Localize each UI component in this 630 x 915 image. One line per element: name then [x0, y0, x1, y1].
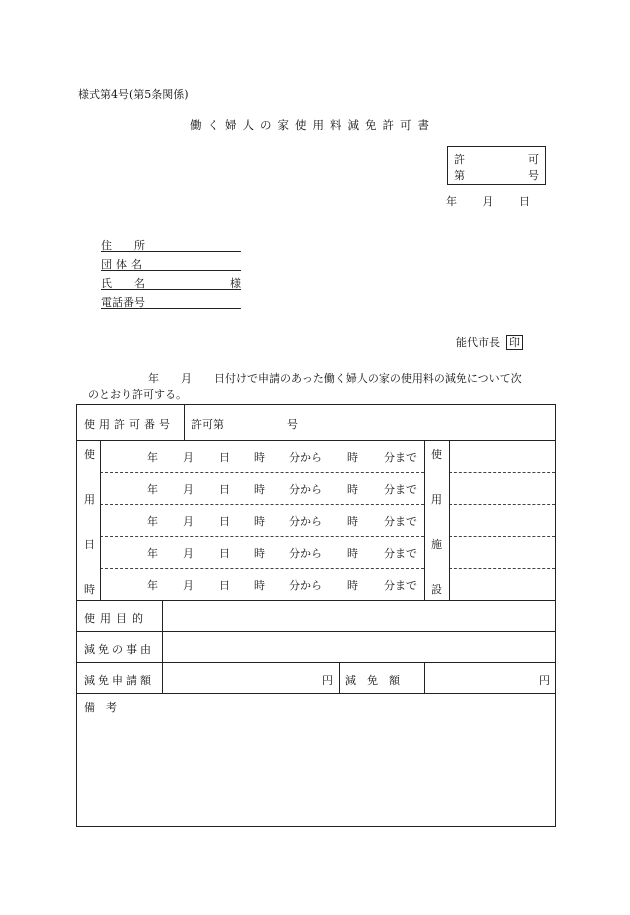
- seal-mark: 印: [506, 335, 523, 350]
- use-date-label-4: 時: [84, 583, 95, 596]
- issuer: [456, 334, 523, 350]
- time-to: 分まで: [384, 579, 417, 592]
- facility-label-2: 用: [431, 493, 442, 506]
- date-year: 年: [446, 195, 457, 208]
- address-label-2: 所: [134, 239, 145, 252]
- permit-box-label-1: 許: [454, 153, 465, 166]
- use-date-label-1: 使: [84, 448, 95, 461]
- name-field: [101, 275, 241, 290]
- permit-number-prefix: 許可第: [191, 418, 224, 431]
- time-from: 分から: [289, 515, 322, 528]
- time-from: 分から: [289, 483, 322, 496]
- time-hour: 時: [254, 547, 265, 560]
- reduction-amount-label: 減 免 額: [345, 674, 400, 687]
- requested-amount-label: 減免申請額: [84, 674, 154, 687]
- issuer-title: 能代市長: [456, 336, 500, 349]
- requested-amount-yen: 円: [322, 674, 333, 687]
- time-hour: 時: [254, 515, 265, 528]
- time-hour: 時: [254, 579, 265, 592]
- permit-box-label-2: 可: [528, 153, 539, 166]
- reason-label: 減免の事由: [84, 643, 154, 656]
- use-date-label-3: 日: [84, 538, 95, 551]
- time-to: 分まで: [384, 547, 417, 560]
- honorific: 様: [230, 277, 241, 290]
- time-year: 年: [147, 547, 158, 560]
- document-title: 働く婦人の家使用料減免許可書: [190, 118, 435, 132]
- body-line-2: のとおり許可する。: [88, 388, 187, 401]
- facility-label-1: 使: [431, 448, 442, 461]
- time-hour2: 時: [347, 547, 358, 560]
- address-label-1: 住: [101, 239, 112, 252]
- permit-table: [76, 404, 556, 827]
- time-day: 日: [219, 515, 230, 528]
- remarks-label: 備 考: [84, 701, 117, 714]
- phone-label: 電話番号: [101, 296, 145, 309]
- permit-number-suffix: 号: [287, 418, 298, 431]
- time-day: 日: [219, 547, 230, 560]
- time-month: 月: [183, 451, 194, 464]
- name-label-1: 氏: [101, 277, 112, 290]
- group-field: [101, 256, 241, 271]
- time-month: 月: [183, 515, 194, 528]
- time-day: 日: [219, 451, 230, 464]
- time-hour2: 時: [347, 579, 358, 592]
- time-to: 分まで: [384, 515, 417, 528]
- time-year: 年: [147, 579, 158, 592]
- permit-number-box: [447, 146, 546, 185]
- time-from: 分から: [289, 579, 322, 592]
- time-hour: 時: [254, 483, 265, 496]
- phone-field: [101, 294, 241, 309]
- time-hour2: 時: [347, 451, 358, 464]
- time-month: 月: [183, 579, 194, 592]
- time-year: 年: [147, 451, 158, 464]
- name-label-2: 名: [134, 277, 145, 290]
- time-year: 年: [147, 515, 158, 528]
- facility-label-4: 設: [431, 583, 442, 596]
- time-hour2: 時: [347, 515, 358, 528]
- time-month: 月: [183, 547, 194, 560]
- date-day: 日: [519, 195, 530, 208]
- time-hour: 時: [254, 451, 265, 464]
- facility-label-3: 施: [431, 538, 442, 551]
- address-field: [101, 237, 241, 252]
- use-date-label-2: 用: [84, 493, 95, 506]
- body-line-1: 年 月 日付けで申請のあった働く婦人の家の使用料の減免について次: [148, 372, 522, 385]
- time-year: 年: [147, 483, 158, 496]
- permit-box-label-4: 号: [528, 169, 539, 182]
- time-month: 月: [183, 483, 194, 496]
- date-month: 月: [482, 195, 494, 208]
- time-from: 分から: [289, 451, 322, 464]
- time-hour2: 時: [347, 483, 358, 496]
- permit-box-label-3: 第: [454, 169, 465, 182]
- time-from: 分から: [289, 547, 322, 560]
- issue-date: [446, 193, 530, 209]
- time-day: 日: [219, 483, 230, 496]
- group-label: 団体名: [101, 258, 146, 271]
- time-to: 分まで: [384, 483, 417, 496]
- permit-number-label: 使用許可番号: [84, 418, 174, 431]
- purpose-label: 使用目的: [84, 612, 148, 625]
- time-day: 日: [219, 579, 230, 592]
- form-number: 様式第4号(第5条関係): [78, 88, 189, 101]
- body-text: [88, 371, 522, 403]
- reduction-amount-yen: 円: [539, 674, 550, 687]
- time-to: 分まで: [384, 451, 417, 464]
